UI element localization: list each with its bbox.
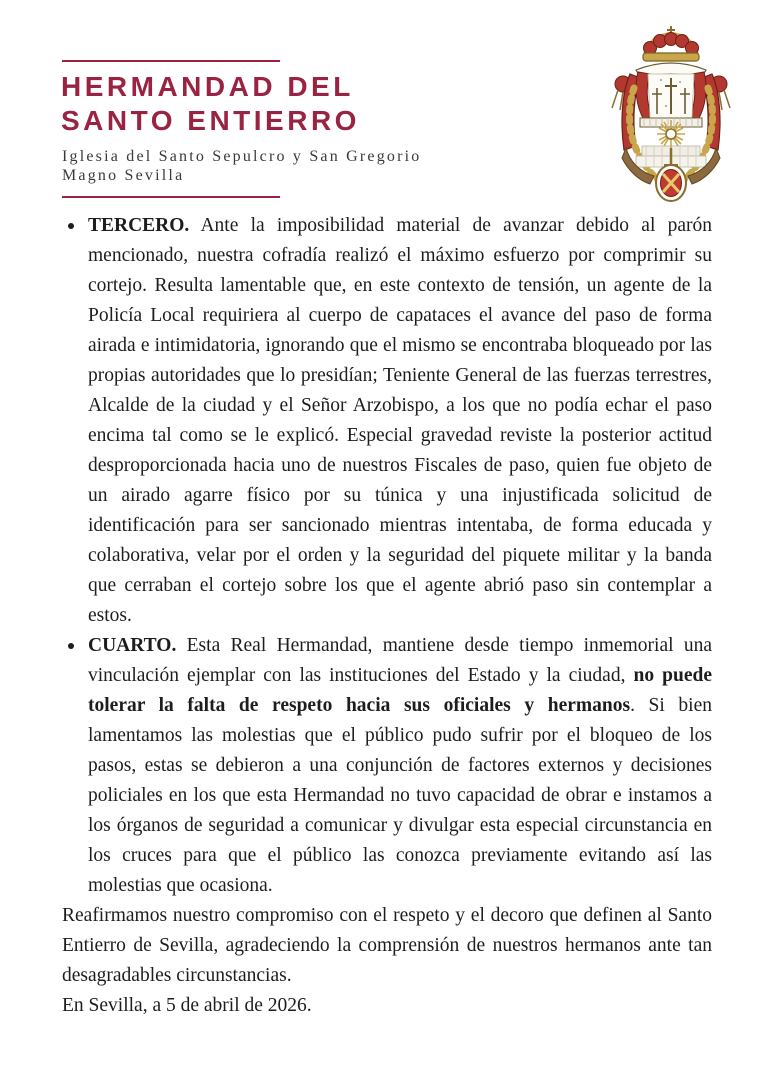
crest-svg	[596, 22, 746, 204]
point-cuarto	[62, 631, 712, 901]
numbered-points-list	[62, 211, 712, 901]
header-top-rule	[62, 60, 280, 62]
subtitle-line-1: Iglesia del Santo Sepulcro y San Gregorio	[62, 148, 422, 165]
date-line: En Sevilla, a 5 de abril de 2026.	[62, 995, 312, 1016]
point-cuarto-text: CUARTO. Esta Real Hermandad, mantiene desde tiempo inmemorial una vinculación ejemplar con las instituciones del Estado y la ciudad, no puede tolerar la falta de respeto hacia sus oficiales y hermanos. Si bien lamentamos las molestias que el público pudo sufrir por el bloqueo de los pasos, estas se debieron a una conjunción de factores externos y decisiones policiales en los que esta Hermandad no tuvo capacidad de obrar e instamos a los órganos de seguridad a comunicar y divulgar esta especial circunstancia en los cruces para que el público las conozca previamente evitando así las molestias que ocasiona.	[88, 635, 712, 896]
page-title	[61, 70, 360, 138]
page-subtitle	[62, 147, 421, 185]
coat-of-arms-icon	[596, 22, 746, 204]
title-line-1: HERMANDAD DEL	[61, 71, 354, 102]
header-bottom-rule	[62, 196, 280, 198]
point-tercero-text: TERCERO. Ante la imposibilidad material de avanzar debido al parón mencionado, nuestra cofradía realizó el máximo esfuerzo por comprimir su cortejo. Resulta lamentable que, en este contexto de tensión, un agente de la Policía Local requiriera al cuerpo de capataces el avance del paso de forma airada e intimidatoria, ignorando que el mismo se encontraba bloqueado por las propias autoridades que lo presidían; Teniente General de las fuerzas terrestres, Alcalde de la ciudad y el Señor Arzobispo, a los que no podía echar el paso encima tal como se le explicó. Especial gravedad reviste la posterior actitud desproporcionada hacia uno de nuestros Fiscales de paso, quien fue objeto de un airado agarre físico por su túnica y una injustificada solicitud de identificación para ser sancionado mientras intentaba, de forma educada y colaborativa, velar por el orden y la seguridad del piquete militar y la banda que cerraban el cortejo sobre los que el agente abrió paso sin contemplar a estos.	[88, 215, 712, 626]
closing-paragraph: Reafirmamos nuestro compromiso con el respeto y el decoro que definen al Santo Entierro de Sevilla, agradeciendo la comprensión de nuestros hermanos ante tan desagradables circunstancias.	[62, 905, 712, 986]
bullet-icon	[68, 643, 74, 649]
subtitle-line-2: Magno Sevilla	[62, 167, 185, 184]
bullet-icon	[68, 223, 74, 229]
title-line-2: SANTO ENTIERRO	[61, 105, 360, 136]
point-tercero	[62, 211, 712, 631]
document-body	[62, 211, 712, 1021]
